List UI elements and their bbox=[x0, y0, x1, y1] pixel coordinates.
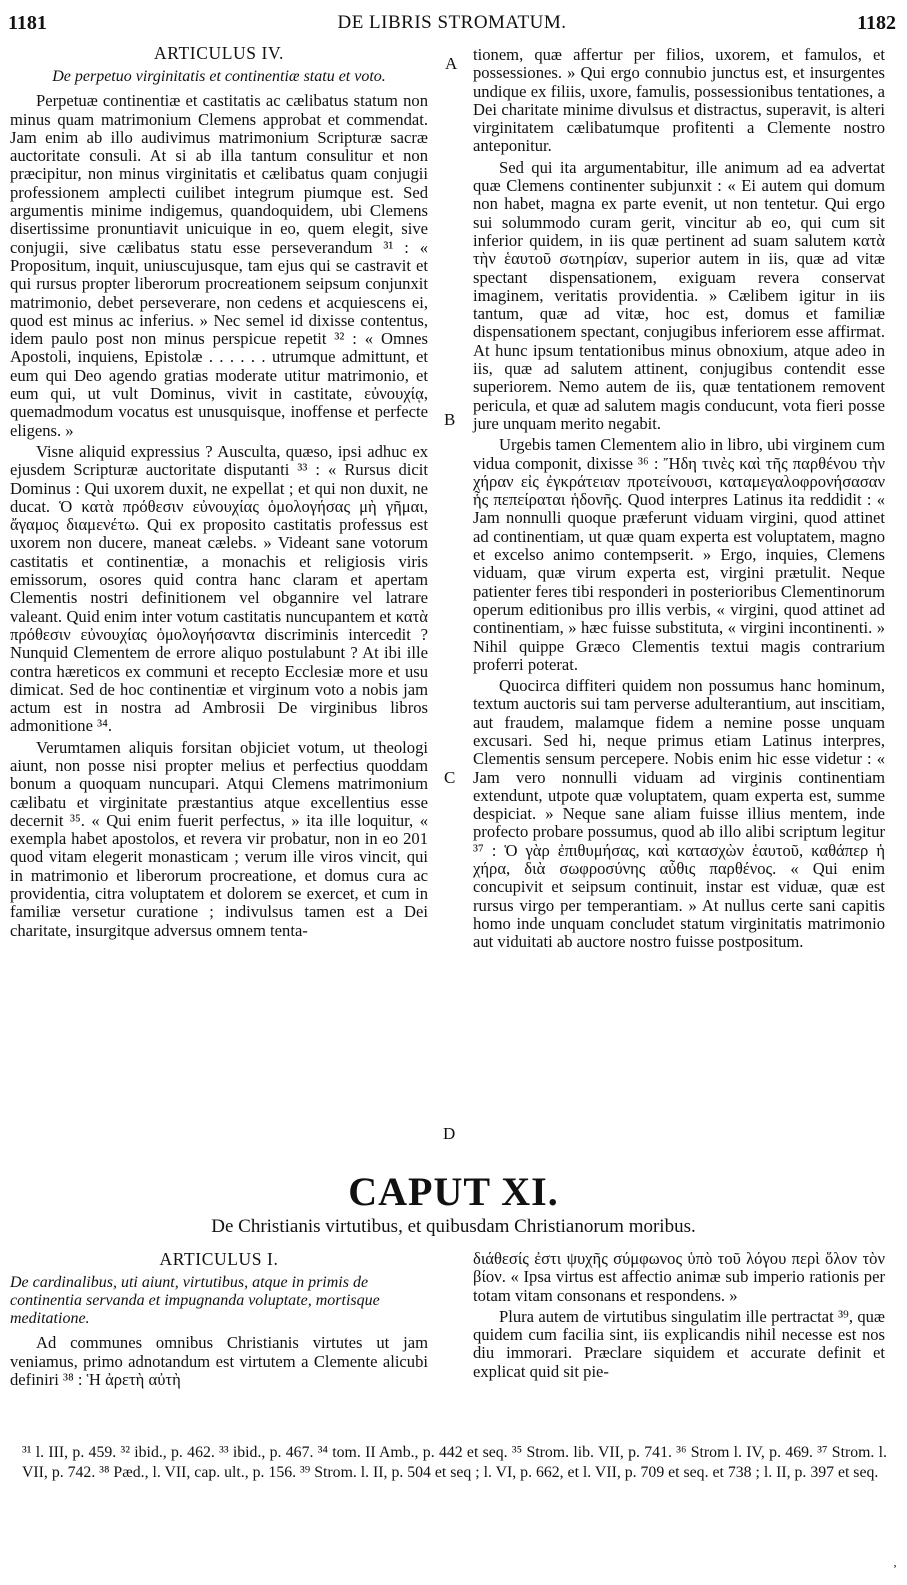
chapter-heading bbox=[0, 1170, 907, 1238]
page-number-right: 1182 bbox=[857, 12, 896, 34]
article-subtitle: De cardinalibus, uti aiunt, virtutibus, atque in primis de continentia servanda et impugnanda voluptate, mortisque meditatione. bbox=[10, 1274, 380, 1328]
right-column-bottom bbox=[473, 1250, 885, 1384]
paragraph: Ad communes omnibus Christianis virtutes ut jam veniamus, primo adnotandum est virtutem a Clemente alicubi definiri ³⁸ : Ἡ ἀρετὴ αὐτὴ bbox=[10, 1333, 428, 1389]
margin-letter-d: D bbox=[443, 1124, 456, 1143]
margin-letter-b: B bbox=[444, 410, 456, 429]
paragraph: διάθεσίς ἐστι ψυχῆς σύμφωνος ὑπὸ τοῦ λόγου περὶ ὅλον τὸν βίον. « Ipsa virtus est affectio animæ sub imperio rationis per totam vitam consonans et respondens. » bbox=[473, 1249, 885, 1305]
article-heading: ARTICULUS IV. bbox=[154, 43, 284, 63]
paragraph: Perpetuæ continentiæ et castitatis ac cælibatus statum non minus quam matrimonium Clemens approbat et commendat. Jam enim ab illo audivimus matrimonium Scripturæ sacræ auctoritate consuli. At si ab illa tantum consulitur et non præcipitur, non minus virginitatis et cælibatus quam conjugii professionem amplecti cuilibet integrum piumque est. Sed argumentis minime indigemus, quandoquidem, ubi Clemens disertissime pronuntiavit unicuique in eo, quem elegit, sive conjugii, sive cælibatus statu esse perseverandum ³¹ : « Propositum, inquit, uniuscujusque, tam ejus qui se castravit et qui rursus propter liberorum procreationem seipsum conjunxit matrimonio, debet perseverare, non cedens et acquiescens ei, quod est minus ac inferius. » Nec semel id dixisse contentus, idem paulo post non minus perspicue repetit ³² : « Omnes Apostoli, inquiens, Epistolæ . . . . . . utrumque admittunt, et eum qui Deo agendo gratias moderate utitur matrimonio, et eum qui, ut vult Dominus, vivit in castitate, εὐνουχίᾳ, quemadmodum vocatus est unusquisque, inoffense et perfecte eligens. » bbox=[10, 91, 428, 440]
margin-letter-a: A bbox=[445, 54, 458, 73]
paragraph: Verumtamen aliquis forsitan objiciet votum, ut theologi aiunt, non posse nisi propter melius et perfectius quoddam bonum a quoquam nuncupari. Atqui Clemens matrimonium cælibatu et virginitate præstantius atque excellentius esse decernit ³⁵. « Qui enim fuerit perfectus, » ita ille loquitur, « exempla habet apostolos, et revera vir probatur, non in eo 201 quod vitam elegerit monasticam ; verum ille viros vincit, qui in matrimonio et liberorum procreatione, et domus cura ac providentia, citra voluptatem et dolorem se exercet, et cum in familiæ versetur curatione ; indivulsus tamen est a Dei charitate, insurgitque adversus omnem tenta- bbox=[10, 737, 428, 940]
footnotes: ³¹ l. III, p. 459. ³² ibid., p. 462. ³³ ibid., p. 467. ³⁴ tom. II Amb., p. 442 et seq. ³⁵ Strom. lib. VII, p. 741. ³⁶ Strom l. IV, p. 469. ³⁷ Strom. l. VII, p. 742. ³⁸ Pæd., l. VII, cap. ult., p. 156. ³⁹ Strom. l. II, p. 504 et seq ; l. VI, p. 662, et l. VII, p. 709 et seq. et 738 ; l. II, p. 397 et seq. bbox=[22, 1444, 887, 1481]
corner-mark: ʼ bbox=[893, 1562, 897, 1576]
paragraph: Plura autem de virtutibus singulatim ille pertractat ³⁹, quæ quidem cum facilia sint, iis explicandis nihil necesse est nos diu immorari. Præclare siquidem et accurate definit et explicat quid sit pie- bbox=[473, 1306, 885, 1381]
article-heading: ARTICULUS I. bbox=[159, 1249, 279, 1269]
paragraph: Quocirca diffiteri quidem non possumus hanc hominum, textum auctoris sui tam perverse adulterantium, aut inscitiam, aut fraudem, malamque fidem a nemine posse unquam excusari. Sed hi, neque primus etiam Latinus interpres, Clementis sensum percepere. Nobis enim hic esse videtur : « Jam vero nonnulli viduam ad virginis continentiam extendunt, utpote quæ voluptatem, quam experta est, summe despiciat. » Neque sane aliam fuisse illius mentem, inde profecto probare possumus, quod ab illo alibi scriptum legitur ³⁷ : Ὁ γὰρ ἐπιθυμήσας, καὶ κατασχὼν ἑαυτοῦ, καθάπερ ἡ χήρα, διὰ σωφροσύνης αὖθις παρθένος. « Qui enim concupivit et seipsum continuit, instar est viduæ, quæ est rursus virgo per temperantiam. » At nullus certe sani capitis homo inde unquam concludet statum virginitatis matrimonio aut viduitati ab auctore nostro fuisse postpositum. bbox=[473, 676, 885, 952]
running-title: DE LIBRIS STROMATUM. bbox=[337, 12, 567, 33]
left-column-top bbox=[10, 44, 428, 943]
chapter-subtitle: De Christianis virtutibus, et quibusdam Christianorum moribus. bbox=[211, 1216, 696, 1237]
page-number-left: 1181 bbox=[8, 12, 47, 34]
paragraph: tionem, quæ affertur per filios, uxorem, et famulos, et possessiones. » Qui ergo connubio junctus est, et insurgentes undique ex filiis, uxore, famulis, possessionibus tentationes, a Dei charitate minime divulsus et distractus, superavit, is alteri virginitatem cælibatumque profitenti a Clemente nostro anteponitur. bbox=[473, 45, 885, 156]
paragraph: Visne aliquid expressius ? Ausculta, quæso, ipsi adhuc ex ejusdem Scripturæ auctoritate disputanti ³³ : « Rursus dicit Dominus : Qui uxorem duxit, ne expellat ; et qui non duxit, ne ducat. Ὁ κατὰ πρόθεσιν εὐνουχίας ὁμολογήσας μὴ γῆμαι, ἄγαμος διαμενέτω. Qui ex proposito castitatis professus est uxorem non ducere, maneat cælebs. » Videant sane votorum castitatis et continentiæ, a monachis et religiosis viris emissorum, osores quid contra hanc claram et apertam Clementis nostri definitionem vel obgannire vel latrare valeant. Quid enim inter votum castitatis nuncupantem et κατὰ πρόθεσιν εὐνουχίας ὁμολογήσαντα discriminis intercedit ? Nunquid Clementem de errore aliquo postulabunt ? At ibi ille contra hæreticos ex communi et recepto Ecclesiæ more et usu dimicat. Sed de hoc continentiæ et virginum voto a nobis jam actum est in nostra ad Ambrosii De virginibus libros admonitione ³⁴. bbox=[10, 441, 428, 736]
chapter-title: CAPUT XI. bbox=[348, 1169, 559, 1214]
paragraph: Sed qui ita argumentabitur, ille animum ad ea advertat quæ Clemens continenter subjunxit : « Ei autem qui domum non habet, magna ex parte evenit, ut non tentetur. Qui ergo sui solummodo curam gerit, vincitur ab eo, qui cum sit inferior quidem, in iis quæ pertinent ad suam salutem κατὰ τὴν ἑαυτοῦ σωτηρίαν, superior autem in iis, quæ ad vitæ spectant dispensationem, exiguam revera conservat imaginem, veritatis providentia. » Cælibem igitur in iis tantum, quæ ad vitæ, hoc est, domus et familiæ dispensationem spectant, conjugibus inferiorem esse affirmat. At hunc ipsum tentationibus minus obnoxium, atque adeo in iis, quæ ad salutem attinent, conjugibus contendit esse superiorem. Nemo autem de iis, quæ tentationem removent pericula, et quæ ad salutem magis conducunt, vota fieri posse jure unquam merito negabit. bbox=[473, 157, 885, 433]
running-head bbox=[8, 12, 896, 38]
margin-letter-c: C bbox=[444, 768, 456, 787]
right-column-top bbox=[473, 46, 885, 955]
article-subtitle: De perpetuo virginitatis et continentiæ statu et voto. bbox=[52, 68, 386, 86]
left-column-bottom bbox=[10, 1250, 428, 1392]
paragraph: Urgebis tamen Clementem alio in libro, ubi virginem cum vidua componit, dixisse ³⁶ : Ἤδη τινὲς καὶ τῆς παρθένου τὴν χήραν εἰς ἐγκράτειαν προτείνουσι, καταμεγαλοφρονήσασαν ἧς πεπείραται ἡδονῆς. Quod interpres Latinus ita reddidit : « Jam nonnulli quoque præferunt viduam virgini, quod attinet ad continentiam, ut quæ quam experta est voluptatem, magno et excelso animo contempserit. » Ergo, inquies, Clemens viduam, quæ virum experta est, virgini prætulit. Neque patienter feres tibi responderi in posterioribus Clementinorum operum editionibus pro illis verbis, « virgini, quod attinet ad continentiam, » hæc fuisse substituta, « virgini incontinenti. » Nihil quippe Græco Clementis textui magis contrarium proferri poterat. bbox=[473, 435, 885, 674]
